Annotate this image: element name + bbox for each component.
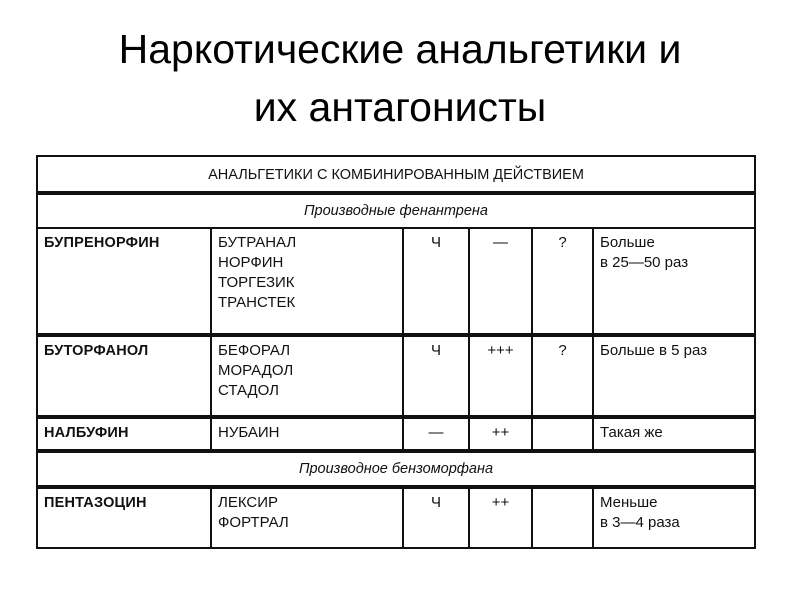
table-row xyxy=(37,487,755,548)
col3-value: Ч xyxy=(403,228,469,335)
potency-line: в 25—50 раз xyxy=(600,254,689,271)
table-header-row xyxy=(37,156,755,193)
brand-name: НОРФИН xyxy=(218,254,284,271)
potency-comparison xyxy=(593,228,755,335)
brand-name: ЛЕКСИР xyxy=(218,494,279,511)
section-title-benzomorphan: Производное бензоморфана xyxy=(37,451,755,487)
potency-line: Больше xyxy=(600,234,655,251)
col4-value: ++ xyxy=(469,417,532,451)
brand-list xyxy=(211,487,403,548)
brand-name: ТОРГЕЗИК xyxy=(218,274,295,291)
table-row xyxy=(37,228,755,335)
brand-name: СТАДОЛ xyxy=(218,382,280,399)
brand-name: БЕФОРАЛ xyxy=(218,342,291,359)
slide-title-line-2: их антагонисты xyxy=(253,84,547,130)
brand-list xyxy=(211,335,403,417)
col4-value: — xyxy=(469,228,532,335)
potency-line: Такая же xyxy=(600,424,663,441)
potency-line: Меньше xyxy=(600,494,658,511)
drug-name: БУТОРФАНОЛ xyxy=(37,335,211,417)
section-row-phenanthrene xyxy=(37,193,755,228)
table-header: АНАЛЬГЕТИКИ С КОМБИНИРОВАННЫМ ДЕЙСТВИЕМ xyxy=(37,156,755,193)
potency-comparison xyxy=(593,487,755,548)
section-title-phenanthrene: Производные фенантрена xyxy=(37,193,755,228)
potency-comparison xyxy=(593,335,755,417)
slide-title xyxy=(0,20,800,136)
col4-value: ++ xyxy=(469,487,532,548)
brand-name: МОРАДОЛ xyxy=(218,362,294,379)
col3-value: — xyxy=(403,417,469,451)
potency-comparison xyxy=(593,417,755,451)
col3-value: Ч xyxy=(403,487,469,548)
table-row xyxy=(37,335,755,417)
drug-name: БУПРЕНОРФИН xyxy=(37,228,211,335)
slide-title-line-1: Наркотические анальгетики и xyxy=(118,26,682,72)
potency-line: Больше в 5 раз xyxy=(600,342,708,359)
section-row-benzomorphan xyxy=(37,451,755,487)
brand-name: ФОРТРАЛ xyxy=(218,514,289,531)
col5-value: ? xyxy=(532,335,593,417)
analgesics-table xyxy=(36,155,756,549)
drug-name: ПЕНТАЗОЦИН xyxy=(37,487,211,548)
brand-list xyxy=(211,417,403,451)
col5-value xyxy=(532,487,593,548)
col3-value: Ч xyxy=(403,335,469,417)
potency-line: в 3—4 раза xyxy=(600,514,680,531)
col4-value: +++ xyxy=(469,335,532,417)
brand-name: БУТРАНАЛ xyxy=(218,234,297,251)
table-row xyxy=(37,417,755,451)
brand-name: НУБАИН xyxy=(218,424,280,441)
drug-name: НАЛБУФИН xyxy=(37,417,211,451)
col5-value: ? xyxy=(532,228,593,335)
col5-value xyxy=(532,417,593,451)
brand-name: ТРАНСТЕК xyxy=(218,294,296,311)
brand-list xyxy=(211,228,403,335)
